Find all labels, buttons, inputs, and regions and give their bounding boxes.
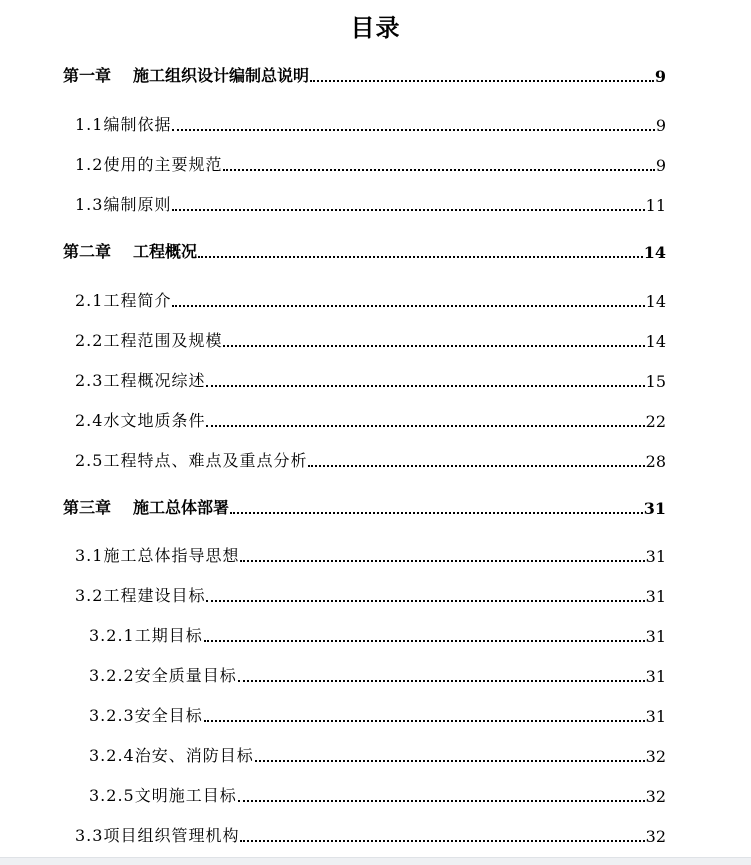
toc-entry-number: 3.2.4 <box>89 746 135 765</box>
toc-entry-page: 9 <box>654 67 666 86</box>
toc-entry-page: 31 <box>643 499 666 518</box>
dot-leader <box>198 256 643 258</box>
dot-leader <box>223 169 654 171</box>
toc-entry-1-3[interactable] <box>75 193 666 215</box>
toc-entry-number: 2.2 <box>75 331 104 350</box>
toc-entry-text: 安全质量目标 <box>134 666 237 685</box>
dot-leader <box>238 680 645 682</box>
toc-entry-label <box>75 448 307 471</box>
toc-entry-3-2-3[interactable] <box>89 704 666 726</box>
dot-leader <box>206 385 644 387</box>
toc-entry-page: 31 <box>645 707 666 726</box>
dot-leader <box>204 640 645 642</box>
toc-entry-label <box>75 192 171 215</box>
dot-leader <box>206 425 644 427</box>
toc-entry-text: 工期目标 <box>134 626 203 645</box>
dot-leader <box>240 840 644 842</box>
toc-entry-text: 工程概况 <box>133 242 198 261</box>
toc-entry-text: 使用的主要规范 <box>103 155 223 174</box>
toc-entry-number: 3.3 <box>75 826 104 845</box>
toc-entry-3-2-1[interactable] <box>89 624 666 646</box>
page-bottom-edge <box>0 857 751 865</box>
toc-entry-text: 工程范围及规模 <box>103 331 223 350</box>
toc-entry-number: 2.5 <box>75 451 104 470</box>
toc-entry-label <box>89 703 203 726</box>
toc-entry-3-2-5[interactable] <box>89 784 666 806</box>
toc-entry-label <box>75 152 222 175</box>
toc-entry-chapter-2[interactable] <box>63 240 666 262</box>
toc-entry-label <box>75 408 205 431</box>
toc-entry-text: 工程概况综述 <box>103 371 206 390</box>
dot-leader <box>255 760 645 762</box>
toc-entry-2-2[interactable] <box>75 329 666 351</box>
dot-leader <box>230 512 643 514</box>
toc-entry-number: 1.1 <box>75 115 104 134</box>
toc-entry-text: 工程特点、难点及重点分析 <box>103 451 308 470</box>
toc-entry-number: 2.3 <box>75 371 104 390</box>
toc-entry-label <box>75 543 239 566</box>
toc-entry-number: 3.1 <box>75 546 104 565</box>
toc-entry-text: 工程简介 <box>103 291 172 310</box>
toc-entry-label <box>89 743 254 766</box>
toc-entry-2-5[interactable] <box>75 449 666 471</box>
toc-entry-page: 14 <box>643 243 666 262</box>
toc-entry-label <box>89 783 237 806</box>
toc-entry-number: 1.3 <box>75 195 104 214</box>
toc-entry-label <box>89 623 203 646</box>
toc-entry-3-2-2[interactable] <box>89 664 666 686</box>
toc-entry-1-1[interactable] <box>75 113 666 135</box>
toc-entry-label <box>75 368 205 391</box>
toc-entry-2-1[interactable] <box>75 289 666 311</box>
toc-entry-label <box>63 495 229 518</box>
dot-leader <box>310 80 654 82</box>
dot-leader <box>308 465 644 467</box>
toc-entry-3-3[interactable] <box>75 824 666 846</box>
toc-entry-number: 3.2.1 <box>89 626 135 645</box>
toc-entry-page: 31 <box>645 547 666 566</box>
toc-entry-label <box>75 583 205 606</box>
toc-entry-page: 9 <box>655 116 666 135</box>
toc-entry-number: 第三章 <box>63 498 112 517</box>
toc-entry-page: 14 <box>645 292 666 311</box>
toc-entry-1-2[interactable] <box>75 153 666 175</box>
dot-leader <box>172 305 644 307</box>
toc-entry-page: 32 <box>645 787 666 806</box>
toc-entry-label <box>63 239 197 262</box>
toc-entry-page: 15 <box>645 372 666 391</box>
toc-entry-page: 31 <box>645 587 666 606</box>
toc-entry-page: 28 <box>645 452 666 471</box>
toc-entry-page: 14 <box>645 332 666 351</box>
toc-entry-text: 水文地质条件 <box>103 411 206 430</box>
dot-leader <box>172 129 654 131</box>
toc-entry-text: 安全目标 <box>134 706 203 725</box>
toc-entry-label <box>75 288 171 311</box>
toc-entry-page: 31 <box>645 667 666 686</box>
dot-leader <box>204 720 645 722</box>
toc-entry-number: 3.2 <box>75 586 104 605</box>
toc-entry-label <box>63 63 309 86</box>
toc-entry-text: 施工组织设计编制总说明 <box>133 66 310 85</box>
toc-entry-text: 工程建设目标 <box>103 586 206 605</box>
toc-entry-text: 项目组织管理机构 <box>103 826 240 845</box>
toc-entry-number: 2.1 <box>75 291 104 310</box>
toc-title: 目录 <box>350 13 401 42</box>
toc-entry-page: 32 <box>645 827 666 846</box>
toc-entry-label <box>75 112 171 135</box>
toc-entry-label <box>75 328 222 351</box>
toc-entry-2-4[interactable] <box>75 409 666 431</box>
dot-leader <box>172 209 644 211</box>
dot-leader <box>223 345 644 347</box>
dot-leader <box>240 560 644 562</box>
toc-entry-chapter-1[interactable] <box>63 64 666 86</box>
toc-entry-label <box>75 823 239 846</box>
toc-entry-text: 编制依据 <box>103 115 172 134</box>
dot-leader <box>238 800 645 802</box>
toc-entry-text: 治安、消防目标 <box>134 746 254 765</box>
toc-entry-number: 3.2.3 <box>89 706 135 725</box>
toc-entry-page: 9 <box>655 156 666 175</box>
toc-entry-chapter-3[interactable] <box>63 496 666 518</box>
dot-leader <box>206 600 644 602</box>
toc-entry-2-3[interactable] <box>75 369 666 391</box>
toc-entry-3-2-4[interactable] <box>89 744 666 766</box>
toc-entry-text: 施工总体指导思想 <box>103 546 240 565</box>
toc-entry-text: 编制原则 <box>103 195 172 214</box>
toc-entry-number: 3.2.2 <box>89 666 135 685</box>
toc-entry-number: 第一章 <box>63 66 112 85</box>
toc-entry-3-1[interactable] <box>75 544 666 566</box>
toc-entry-text: 文明施工目标 <box>134 786 237 805</box>
toc-entry-page: 22 <box>645 412 666 431</box>
toc-entry-label <box>89 663 237 686</box>
toc-entry-number: 第二章 <box>63 242 112 261</box>
toc-entry-number: 1.2 <box>75 155 104 174</box>
toc-entry-page: 32 <box>645 747 666 766</box>
toc-entry-number: 2.4 <box>75 411 104 430</box>
toc-entry-text: 施工总体部署 <box>133 498 230 517</box>
toc-entry-number: 3.2.5 <box>89 786 135 805</box>
toc-entry-3-2[interactable] <box>75 584 666 606</box>
toc-entry-page: 11 <box>645 196 666 215</box>
toc-entry-page: 31 <box>645 627 666 646</box>
